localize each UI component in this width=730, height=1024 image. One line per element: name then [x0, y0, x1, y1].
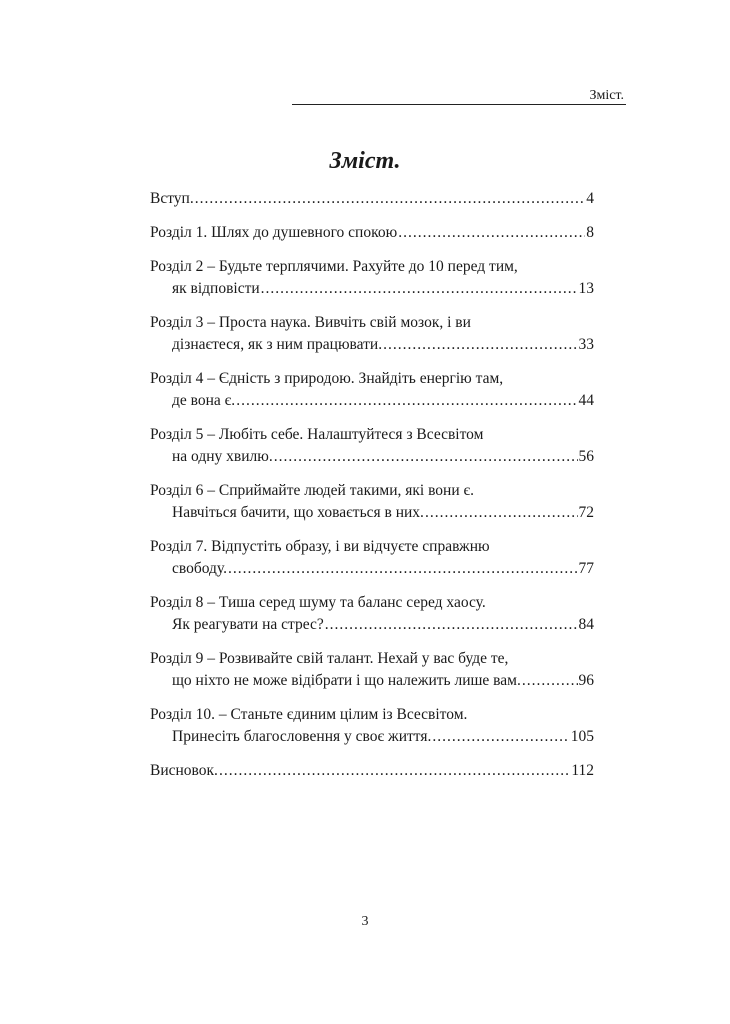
- toc-entry-line: [150, 188, 594, 210]
- toc-entry-line: [150, 592, 594, 614]
- toc-page-number: 72: [578, 504, 594, 521]
- toc-entry-text: Висновок.: [150, 762, 218, 779]
- toc-entry-text: на одну хвилю.: [172, 448, 273, 465]
- toc-entry-text: Розділ 9 – Розвивайте свій талант. Нехай у вас буде те,: [150, 650, 509, 667]
- toc-entry: [150, 312, 594, 356]
- dot-leader: [261, 278, 578, 300]
- toc-entry: [150, 424, 594, 468]
- toc-entry-line: [150, 558, 594, 580]
- toc-entry: [150, 188, 594, 210]
- dot-leader: [398, 222, 585, 244]
- toc-page-number: 44: [578, 392, 594, 409]
- toc-entry-text: дізнаєтеся, як з ним працювати.: [172, 336, 383, 353]
- toc-entry-line: [150, 502, 594, 524]
- toc-entry-text: Навчіться бачити, що ховається в них.: [172, 504, 424, 521]
- running-head: Зміст.: [589, 88, 624, 103]
- dot-leader: [228, 558, 578, 580]
- toc-page-number: 56: [578, 448, 594, 465]
- toc-entry-text: де вона є.: [172, 392, 236, 409]
- dot-leader: [325, 614, 578, 636]
- toc-entry-line: [150, 368, 594, 390]
- dot-leader: [522, 670, 578, 692]
- toc-entry-line: [150, 760, 594, 782]
- toc-page-number: 77: [578, 560, 594, 577]
- toc-entry-line: [150, 446, 594, 468]
- toc-entry: [150, 222, 594, 244]
- toc-entry-text: що ніхто не може відібрати і що належить лише вам.: [172, 672, 521, 689]
- header-rule: [292, 104, 626, 105]
- toc-page-number: 8: [586, 224, 594, 241]
- toc-entry-text: Як реагувати на стрес?: [172, 616, 324, 633]
- dot-leader: [195, 188, 586, 210]
- toc-entry-text: Розділ 8 – Тиша серед шуму та баланс серед хаосу.: [150, 594, 486, 611]
- toc-page-number: 105: [570, 728, 594, 745]
- toc-entry: [150, 704, 594, 748]
- toc-page-number: 84: [578, 616, 594, 633]
- toc-entry: [150, 368, 594, 412]
- toc-page-number: 112: [571, 762, 594, 779]
- toc-page-number: 4: [586, 190, 594, 207]
- toc-entry-line: [150, 256, 594, 278]
- toc-title: Зміст.: [329, 148, 401, 174]
- toc-entry-text: Розділ 3 – Проста наука. Вивчіть свій мозок, і ви: [150, 314, 471, 331]
- toc-entry-line: [150, 726, 594, 748]
- toc-entry-line: [150, 222, 594, 244]
- toc-entry-line: [150, 424, 594, 446]
- toc-entry-line: [150, 480, 594, 502]
- dot-leader: [425, 502, 578, 524]
- toc-entry-text: як відповісти: [172, 280, 260, 297]
- toc-entry-line: [150, 334, 594, 356]
- table-of-contents: [150, 188, 594, 794]
- toc-entry: [150, 760, 594, 782]
- toc-entry-text: Розділ 6 – Сприймайте людей такими, які вони є.: [150, 482, 475, 499]
- toc-entry-line: [150, 390, 594, 412]
- dot-leader: [383, 334, 577, 356]
- dot-leader: [432, 726, 569, 748]
- toc-entry: [150, 648, 594, 692]
- toc-entry: [150, 592, 594, 636]
- toc-entry-text: Розділ 7. Відпустіть образу, і ви відчуєте справжню: [150, 538, 490, 555]
- dot-leader: [236, 390, 577, 412]
- toc-entry: [150, 480, 594, 524]
- toc-page-number: 13: [578, 280, 594, 297]
- toc-entry-text: свободу.: [172, 560, 227, 577]
- toc-entry-line: [150, 704, 594, 726]
- dot-leader: [219, 760, 570, 782]
- toc-entry-text: Принесіть благословення у своє життя.: [172, 728, 432, 745]
- toc-entry-line: [150, 614, 594, 636]
- toc-page-number: 33: [578, 336, 594, 353]
- toc-entry-line: [150, 670, 594, 692]
- toc-entry-text: Розділ 5 – Любіть себе. Налаштуйтеся з Всесвітом: [150, 426, 484, 443]
- toc-entry-line: [150, 312, 594, 334]
- toc-entry-text: Вступ.: [150, 190, 194, 207]
- toc-entry-text: Розділ 1. Шлях до душевного спокою: [150, 224, 398, 241]
- toc-entry: [150, 256, 594, 300]
- dot-leader: [274, 446, 578, 468]
- toc-entry-text: Розділ 10. – Станьте єдиним цілим із Всесвітом.: [150, 706, 468, 723]
- toc-entry-line: [150, 536, 594, 558]
- toc-entry-line: [150, 278, 594, 300]
- toc-entry-text: Розділ 4 – Єдність з природою. Знайдіть енергію там,: [150, 370, 504, 387]
- page-number: 3: [361, 914, 369, 929]
- toc-page-number: 96: [578, 672, 594, 689]
- toc-entry: [150, 536, 594, 580]
- toc-entry-text: Розділ 2 – Будьте терплячими. Рахуйте до 10 перед тим,: [150, 258, 518, 275]
- toc-entry-line: [150, 648, 594, 670]
